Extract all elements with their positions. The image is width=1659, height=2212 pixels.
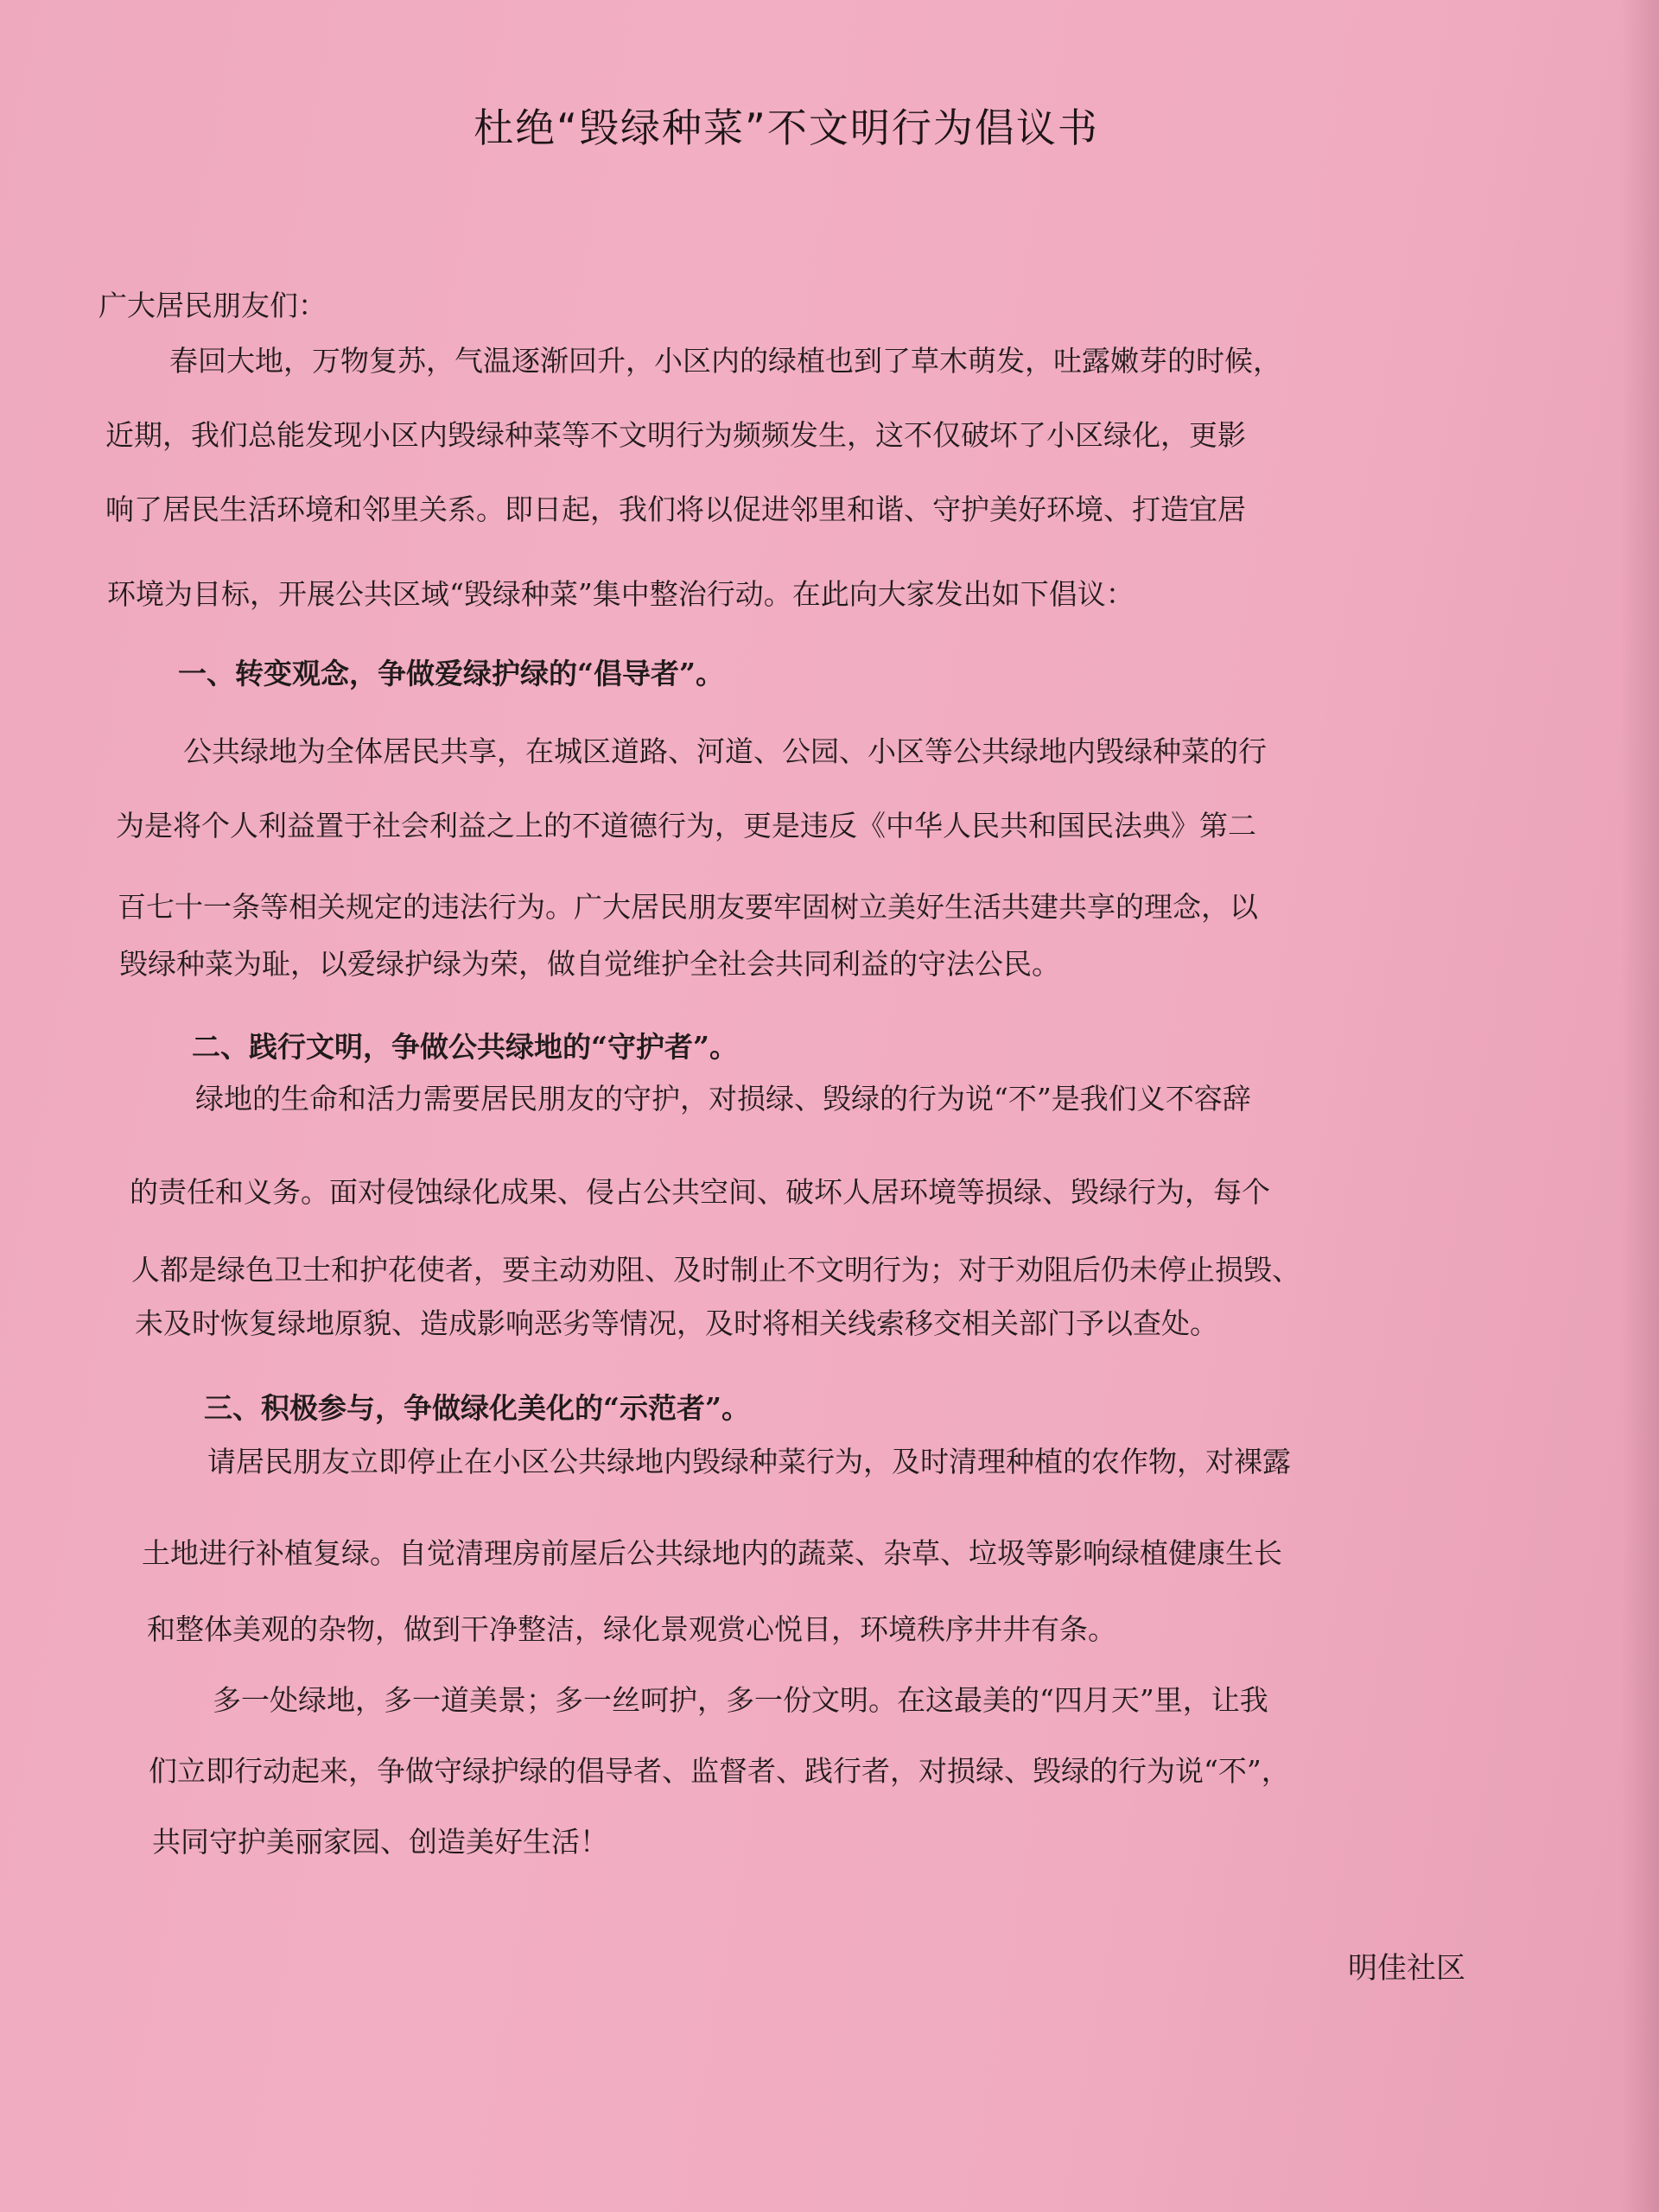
- body-line: 们立即行动起来，争做守绿护绿的倡导者、监督者、践行者，对损绿、毁绿的行为说“不”，: [149, 1754, 1290, 1788]
- page-edge-shadow: [1621, 0, 1659, 2212]
- document-title: 杜绝“毁绿种菜”不文明行为倡议书: [474, 105, 1099, 151]
- section-heading-2: 二、践行文明，争做公共绿地的“守护者”。: [192, 1030, 738, 1064]
- body-line: 响了居民生活环境和邻里关系。即日起，我们将以促进邻里和谐、守护美好环境、打造宜居: [105, 493, 1246, 526]
- body-line: 绿地的生命和活力需要居民朋友的守护，对损绿、毁绿的行为说“不”是我们义不容辞: [195, 1082, 1251, 1116]
- body-line: 多一处绿地，多一道美景；多一丝呵护，多一份文明。在这最美的“四月天”里，让我: [213, 1683, 1268, 1717]
- body-line: 人都是绿色卫士和护花使者，要主动劝阻、及时制止不文明行为；对于劝阻后仍未停止损毁、: [131, 1253, 1300, 1287]
- body-line: 环境为目标，开展公共区域“毁绿种菜”集中整治行动。在此向大家发出如下倡议：: [107, 577, 1135, 611]
- body-line: 土地进行补植复绿。自觉清理房前屋后公共绿地内的蔬菜、杂草、垃圾等影响绿植健康生长: [142, 1536, 1282, 1570]
- signature: 明佳社区: [1348, 1951, 1465, 1986]
- body-line: 近期，我们总能发现小区内毁绿种菜等不文明行为频频发生，这不仅破坏了小区绿化，更影: [105, 418, 1246, 452]
- section-heading-1: 一、转变观念，争做爱绿护绿的“倡导者”。: [178, 657, 724, 690]
- body-line: 春回大地，万物复苏，气温逐渐回升，小区内的绿植也到了草木萌发，吐露嫩芽的时候，: [169, 344, 1281, 378]
- body-line: 公共绿地为全体居民共享，在城区道路、河道、公园、小区等公共绿地内毁绿种菜的行: [183, 734, 1267, 768]
- body-line: 请居民朋友立即停止在小区公共绿地内毁绿种菜行为，及时清理种植的农作物，对裸露: [207, 1445, 1291, 1478]
- body-line: 和整体美观的杂物，做到干净整洁，绿化景观赏心悦目，环境秩序井井有条。: [147, 1612, 1116, 1646]
- body-line: 未及时恢复绿地原貌、造成影响恶劣等情况，及时将相关线索移交相关部门予以查处。: [135, 1306, 1218, 1340]
- section-heading-3: 三、积极参与，争做绿化美化的“示范者”。: [204, 1391, 750, 1425]
- body-line: 为是将个人利益置于社会利益之上的不道德行为，更是违反《中华人民共和国民法典》第二: [116, 809, 1256, 842]
- body-line: 百七十一条等相关规定的违法行为。广大居民朋友要牢固树立美好生活共建共享的理念，以: [118, 890, 1258, 924]
- body-line: 毁绿种菜为耻，以爱绿护绿为荣，做自觉维护全社会共同利益的守法公民。: [119, 947, 1060, 981]
- body-line: 的责任和义务。面对侵蚀绿化成果、侵占公共空间、破坏人居环境等损绿、毁绿行为，每个: [130, 1175, 1270, 1209]
- salutation: 广大居民朋友们：: [99, 289, 327, 322]
- body-line: 共同守护美丽家园、创造美好生活！: [152, 1825, 608, 1859]
